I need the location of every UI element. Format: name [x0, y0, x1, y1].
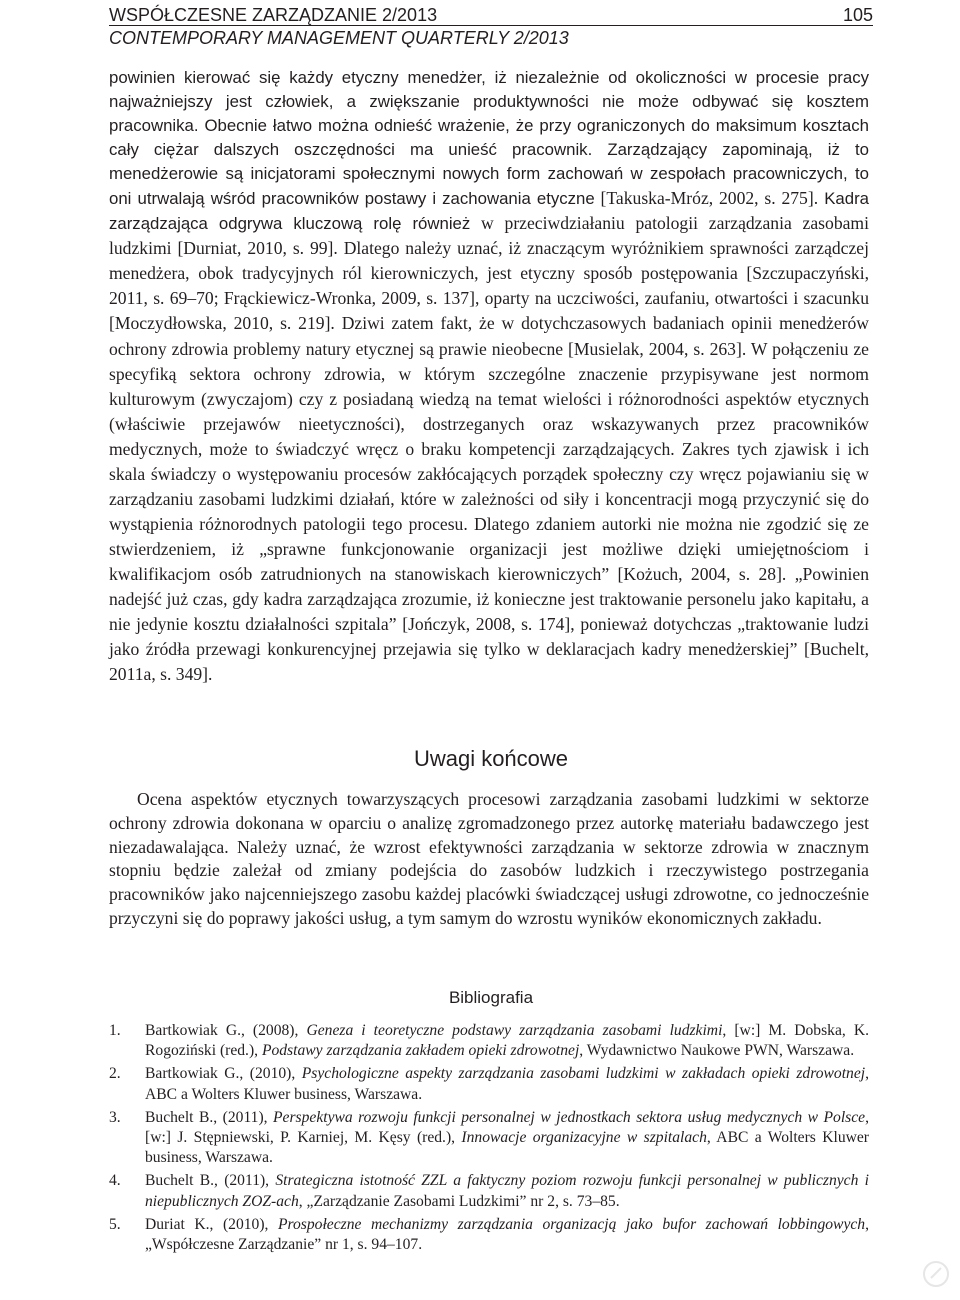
ref-book-title: Podstawy zarządzania zakładem opieki zdrowotnej	[261, 1042, 580, 1060]
bibliography-item	[109, 1215, 869, 1255]
ref-title: Prospołeczne mechanizmy zarządzania organizacją jako bufor zachowań lobbingowych	[277, 1215, 866, 1233]
bibliography-heading: Bibliografia	[448, 988, 534, 1007]
header-rule	[109, 25, 873, 26]
journal-title-en: CONTEMPORARY MANAGEMENT QUARTERLY 2/2013	[109, 28, 569, 48]
item-number: 1.	[109, 1022, 121, 1039]
ref-title: Strategiczna istotność ZZL a faktyczny poziom rozwoju funkcji personalnej w publicznych i niepublicznych ZOZ-ach	[145, 1172, 869, 1210]
body-text-sans: powinien kierować się każdy etyczny menedżer, iż niezależnie od okoliczności w procesie pracy najważniejszy jest człowiek, a zwiększanie produktywności nie może odbywać się kosztem pracownika. Obecnie łatwo można odnieść wrażenie, że przy ograniczonych do maksimum kosztach cały ciężar dalszych oszczędności ma unieść pracownik. Zarządzający zapominają, iż to menedżerowie są inicjatorami społecznymi nowych form zachowań w zespołach pracowniczych, to oni utrwalają wśród pracowników postawy i zachowania etyczne	[109, 68, 869, 209]
journal-title-pl: WSPÓŁCZESNE ZARZĄDZANIE 2/2013	[109, 5, 438, 25]
ref-title: Psychologiczne aspekty zarządzania zasobami ludzkimi w zakładach opieki zdrowotnej	[301, 1065, 866, 1083]
ref-publisher: , ABC a Wolters Kluwer business, Warszawa.	[145, 1129, 869, 1167]
conclusion-text: Ocena aspektów etycznych towarzyszących procesowi zarządzania zasobami ludzkimi w sektorze ochrony zdrowia dokonana w oparciu o analizę zgromadzonego przez autorkę materiału badawczego jest niezadawalająca. Należy uznać, że wzrost efektywności zarządzania w sektorze zdrowia w znacznym stopniu będzie zależał od zmiany podejścia do zasobów ludzkich i rzeczywistego postrzegania pracowników jako najcenniejszego zasobu każdej placówki świadczącej usługi zdrowotne, co jednocześnie przyczyni się do poprawy jakości usług, a tym samym do wzrostu wyników ekonomicznych zakładu.	[109, 789, 869, 928]
item-number: 2.	[109, 1065, 121, 1083]
bibliography-item	[109, 1171, 869, 1211]
ref-source: , „Zarządzanie Zasobami Ludzkimi” nr 2, s. 73–85.	[298, 1192, 620, 1210]
bibliography-list	[109, 1021, 869, 1258]
ref-author: Buchelt B., (2011),	[145, 1172, 276, 1190]
ref-title: Geneza i teoretyczne podstawy zarządzania zasobami ludzkimi	[306, 1022, 723, 1039]
body-text-sans-2: Kadra zarządzająca odgrywa kluczową rolę również	[109, 189, 869, 234]
item-number: 3.	[109, 1108, 121, 1126]
citation: [Takuska-Mróz, 2002, s. 275].	[594, 188, 819, 209]
ref-author: Duriat K., (2010),	[145, 1215, 278, 1233]
ref-author: Buchelt B., (2011),	[145, 1108, 274, 1126]
item-number: 5.	[109, 1215, 121, 1233]
item-number: 4.	[109, 1172, 121, 1190]
ref-source: , ABC a Wolters Kluwer business, Warszawa.	[145, 1065, 869, 1103]
ref-author: Bartkowiak G., (2008),	[145, 1022, 307, 1039]
bibliography-item	[109, 1108, 869, 1169]
ref-book-title: Innowacje organizacyjne w szpitalach	[461, 1129, 707, 1147]
ref-author: Bartkowiak G., (2010),	[145, 1065, 302, 1083]
ref-source: , [w:] J. Stępniewski, P. Karniej, M. Kęsy (red.),	[145, 1108, 869, 1147]
body-paragraph	[109, 66, 869, 687]
watermark-icon	[922, 1260, 950, 1288]
bibliography-item	[109, 1064, 869, 1104]
bibliography-item	[109, 1021, 869, 1061]
conclusion-paragraph	[109, 788, 869, 931]
section-heading: Uwagi końcowe	[413, 746, 569, 771]
ref-title: Perspektywa rozwoju funkcji personalnej w jednostkach sektora usług medycznych w Polsce	[273, 1108, 866, 1126]
body-text-serif: w przeciwdziałaniu patologii zarządzania zasobami ludzkimi [Durniat, 2010, s. 99]. Dlatego należy uznać, iż znaczącym wyróżnikiem sprawności zarządczej menedżera, obok tradycyjnych ról kierowniczych, jest etyczny sposób postępowania [Szczupaczyński, 2011, s. 69–70; Frąckiewicz-Wronka, 2009, s. 137], oparty na uczciwości, zaufaniu, otwartości i szacunku [Moczydłowska, 2010, s. 219]. Dziwi zatem fakt, że w dotychczasowych badaniach opinii menedżerów ochrony zdrowia problemy natury etycznej są prawie nieobecne [Musielak, 2004, s. 263]. W połączeniu ze specyfiką sektora ochrony zdrowia, w którym szczególne znaczenie przypisywane jest normom kulturowym (zwyczajom) czy z posiadaną wiedzą na temat wielości i różnorodności aspektów etycznych (właściwie przejawów nieetyczności), dostrzeganych oraz wskazywanych przez pracowników medycznych, może to świadczyć wręcz o braku kompetencji zarządzających. Zakres tych zjawisk i ich skala świadczy o występowaniu procesów zakłócających porządek społeczny czy wręcz pojawianiu się w zarządzaniu zasobami ludzkimi działań, które w zależności od siły i koncentracji mogą przyczynić się do wystąpienia różnorodnych patologii tego procesu. Dlatego zdaniem autorki nie można nie zgodzić się ze stwierdzeniem, iż „sprawne funkcjonowanie organizacji jest możliwe dzięki umiejętnościom i kwalifikacjom osób zatrudnionych na stanowiskach kierowniczych” [Kożuch, 2004, s. 28]. „Powinien nadejść już czas, gdy kadra zarządzająca zrozumie, iż konieczne jest traktowanie personelu jako kapitału, a nie jedynie kosztu działalności szpitala” [Jończyk, 2008, s. 174], ponieważ dotychczas „traktowanie ludzi jako źródła przewagi konkurencyjnej przejawia się tylko w deklaracjach kadry menedżerskiej” [Buchelt, 2011a, s. 349].	[109, 213, 869, 685]
ref-publisher: , Wydawnictwo Naukowe PWN, Warszawa.	[579, 1042, 855, 1060]
ref-source: , [w:] M. Dobska, K. Rogoziński (red.),	[145, 1022, 869, 1060]
ref-source: , „Współczesne Zarządzanie” nr 1, s. 94–107.	[145, 1215, 869, 1254]
running-header	[109, 4, 873, 50]
main-body	[109, 66, 869, 687]
page-number: 105	[842, 5, 873, 25]
